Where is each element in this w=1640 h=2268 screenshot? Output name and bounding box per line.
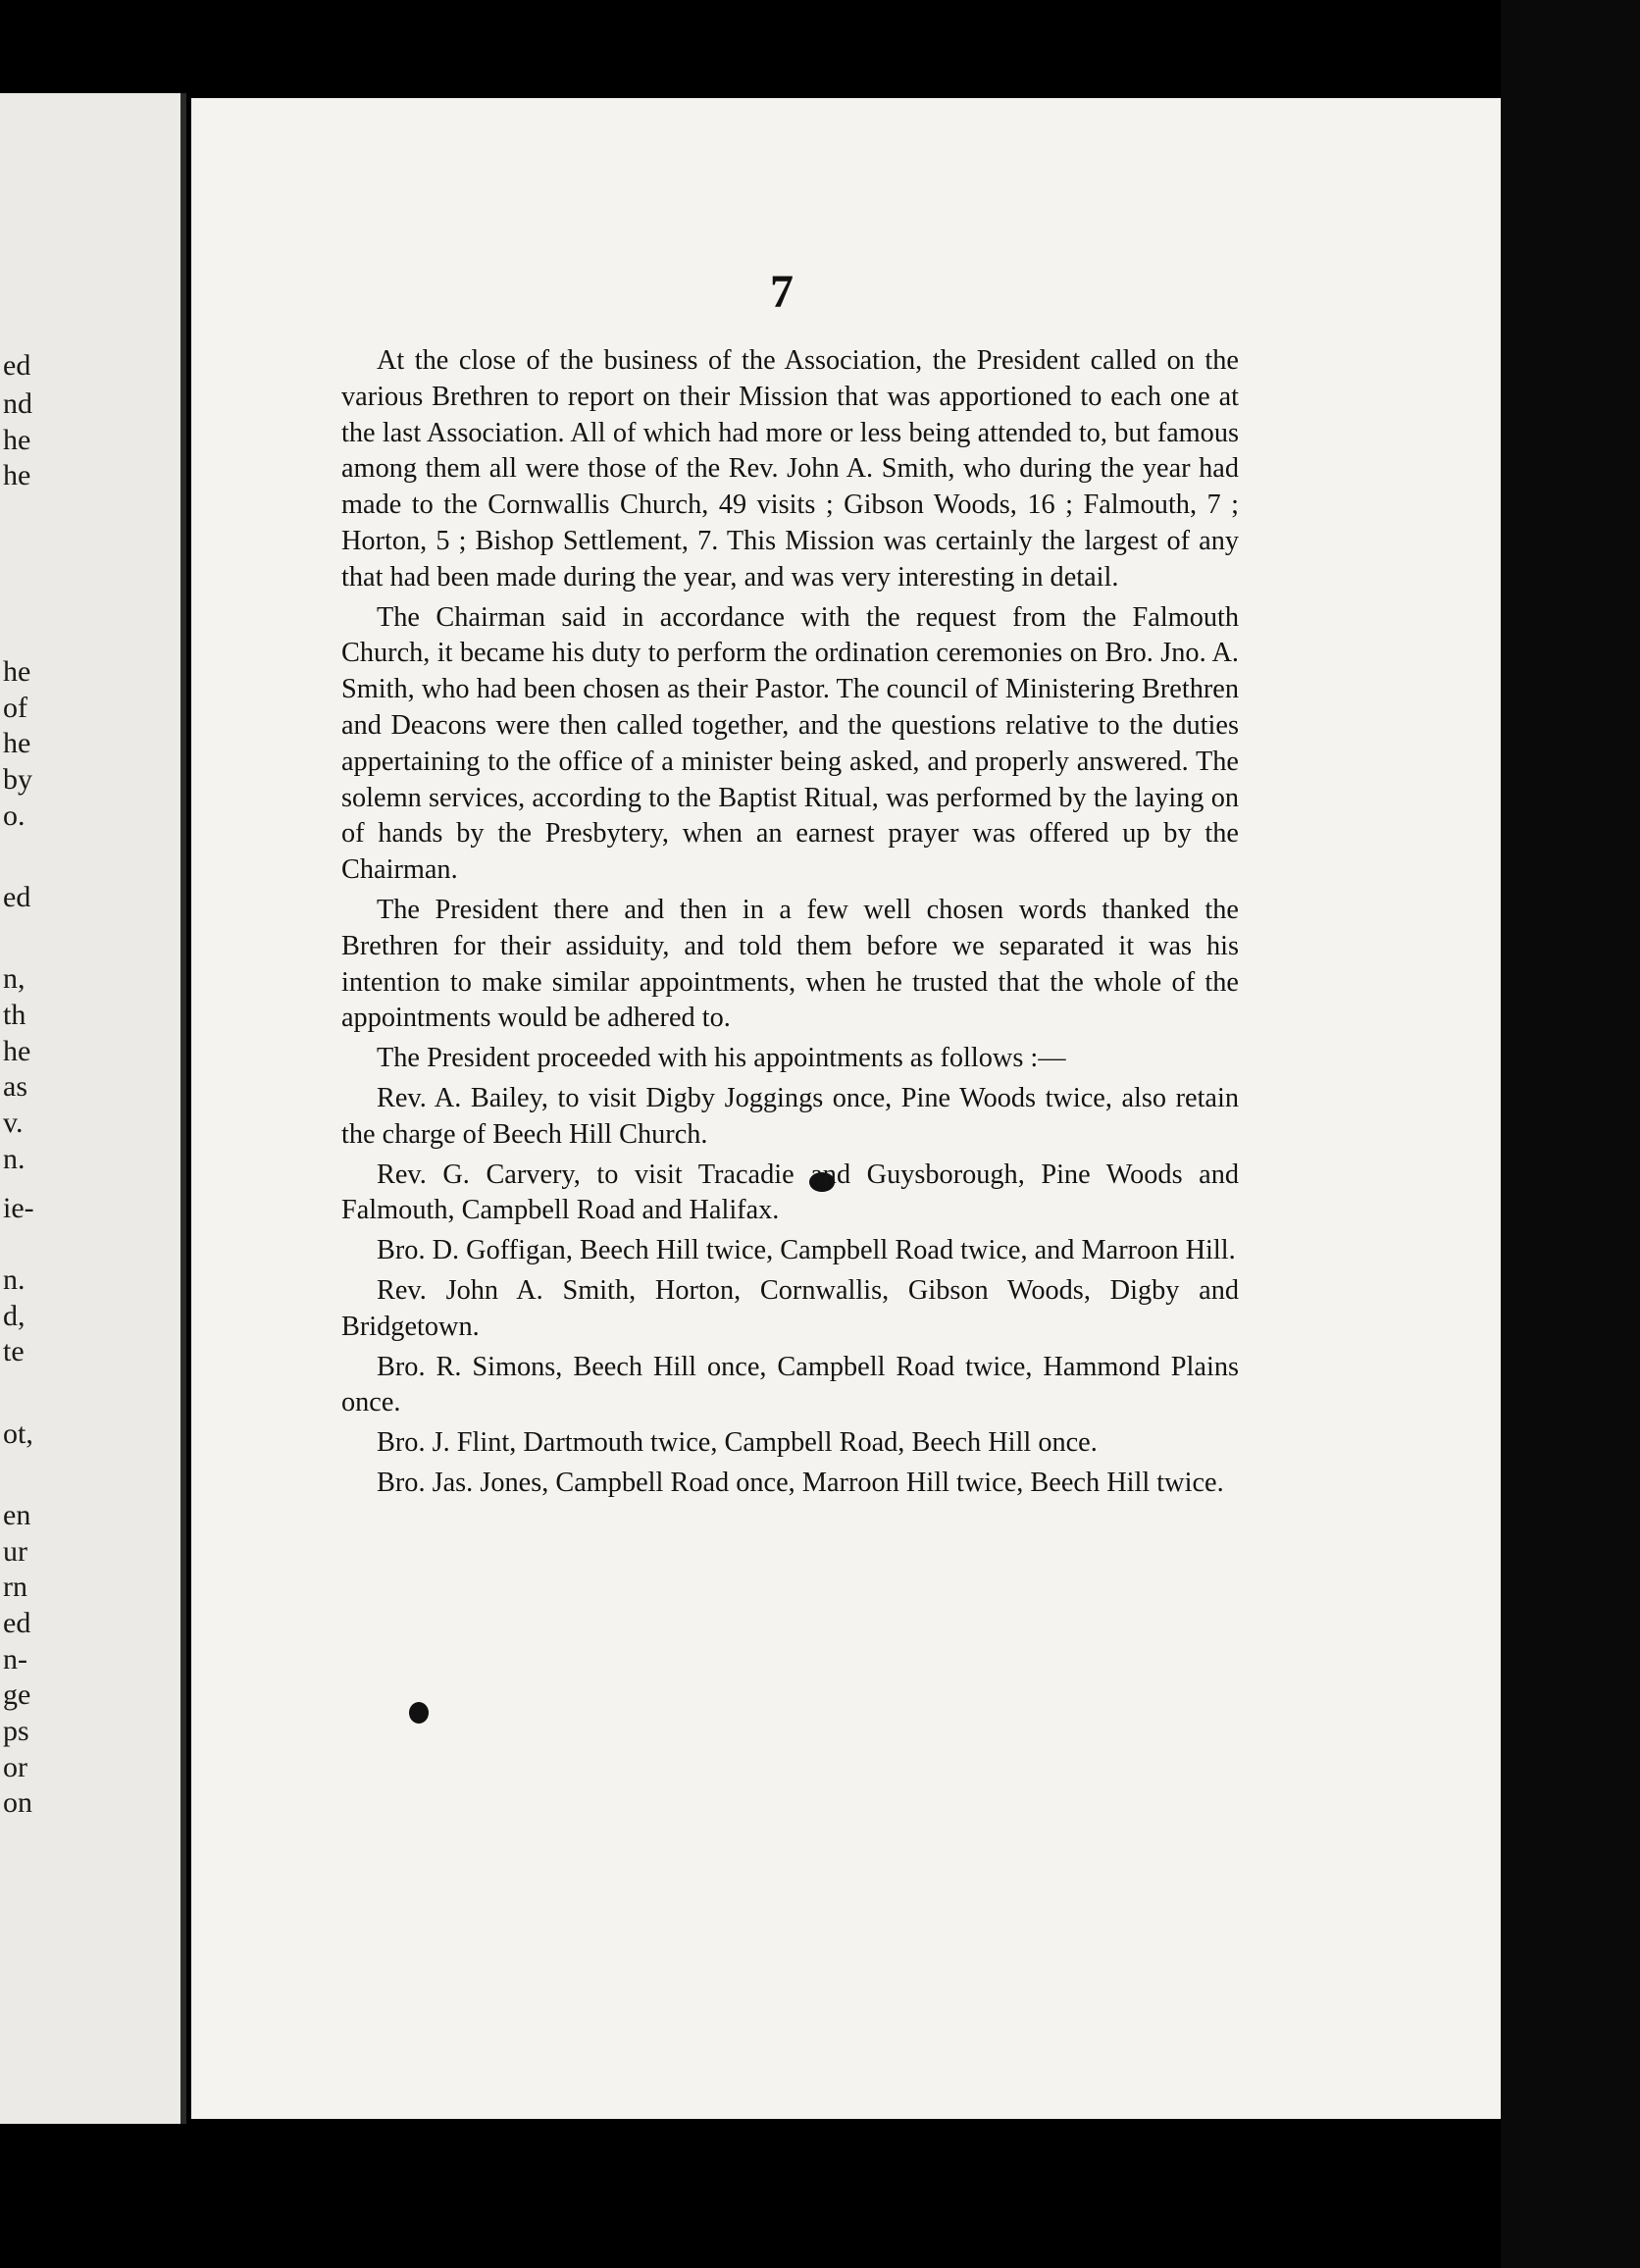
left-fragment: rn (3, 1571, 27, 1603)
left-page-edge (0, 93, 186, 2124)
left-fragment: he (3, 459, 31, 491)
left-fragment: ot, (3, 1418, 33, 1450)
left-fragment: n, (3, 962, 26, 995)
left-fragment: or (3, 1751, 27, 1783)
left-fragment: d, (3, 1300, 26, 1332)
paragraph: The Chairman said in accordance with the request from the Falmouth Church, it became his duty to perform the ordination ceremonies on Bro. Jno. A. Smith, who had been chosen as their Pastor. The council of Ministering Brethren and Deacons were then called together, and the questions relative to the duties appertaining to the office of a minister being asked, and properly answered. The solemn services, according to the Baptist Ritual, was performed by the laying on of hands by the Presbytery, when an earnest prayer was offered up by the Chairman. (341, 601, 1239, 886)
left-fragment: ur (3, 1535, 27, 1568)
left-fragment: ge (3, 1678, 31, 1711)
left-fragment: n- (3, 1643, 27, 1675)
left-fragment: by (3, 763, 32, 796)
body-text (341, 343, 1239, 1506)
paragraph: Bro. Jas. Jones, Campbell Road once, Marroon Hill twice, Beech Hill twice. (377, 1467, 1224, 1498)
paragraph: At the close of the business of the Association, the President called on the various Brethren to report on their Mission that was apportioned to each one at the last Association. All of which had more or less being attended to, but famous among them all were those of the Rev. John A. Smith, who during the year had made to the Cornwallis Church, 49 visits ; Gibson Woods, 16 ; Falmouth, 7 ; Horton, 5 ; Bishop Settlement, 7. This Mission was certainly the largest of any that had been made during the year, and was very interesting in detail. (341, 345, 1239, 593)
left-fragment: he (3, 655, 31, 688)
page-gutter (180, 93, 186, 2124)
paragraph: Bro. D. Goffigan, Beech Hill twice, Campbell Road twice, and Marroon Hill. (377, 1235, 1236, 1266)
left-fragment: n. (3, 1263, 26, 1296)
left-fragment: ed (3, 349, 31, 382)
left-fragment: ed (3, 1607, 31, 1639)
left-fragment: ed (3, 881, 31, 913)
paragraph: Rev. John A. Smith, Horton, Cornwallis, Gibson Woods, Digby and Bridgetown. (341, 1274, 1239, 1342)
left-fragment: nd (3, 387, 32, 420)
left-fragment: on (3, 1786, 32, 1819)
left-fragment: te (3, 1335, 25, 1367)
paragraph: Rev. G. Carvery, to visit Tracadie and Guysborough, Pine Woods and Falmouth, Campbell Road and Halifax. (341, 1159, 1239, 1226)
left-fragment: of (3, 692, 27, 724)
left-fragment: th (3, 999, 26, 1031)
paragraph: The President proceeded with his appointments as follows :— (377, 1043, 1066, 1074)
left-fragment: en (3, 1499, 31, 1531)
paragraph: The President there and then in a few well chosen words thanked the Brethren for their assiduity, and told them before we separated it was his intention to make similar appointments, when he trusted that the whole of the appointments would be adhered to. (341, 894, 1239, 1034)
ink-blot (409, 1702, 429, 1724)
page-number: 7 (770, 266, 794, 318)
paragraph: Rev. A. Bailey, to visit Digby Joggings once, Pine Woods twice, also retain the charge of Beech Hill Church. (341, 1082, 1239, 1150)
left-fragment: as (3, 1070, 27, 1103)
left-fragment: o. (3, 799, 26, 832)
left-fragment: he (3, 1035, 31, 1067)
left-fragment: n. (3, 1143, 26, 1175)
scan-border (1501, 0, 1640, 2268)
paragraph: Bro. J. Flint, Dartmouth twice, Campbell Road, Beech Hill once. (377, 1427, 1098, 1459)
left-fragment: ie- (3, 1192, 34, 1224)
left-fragment: ps (3, 1715, 29, 1747)
left-fragment: v. (3, 1107, 24, 1139)
paragraph: Bro. R. Simons, Beech Hill once, Campbell Road twice, Hammond Plains once. (341, 1351, 1239, 1418)
left-fragment: he (3, 727, 31, 759)
left-fragment: he (3, 424, 31, 456)
